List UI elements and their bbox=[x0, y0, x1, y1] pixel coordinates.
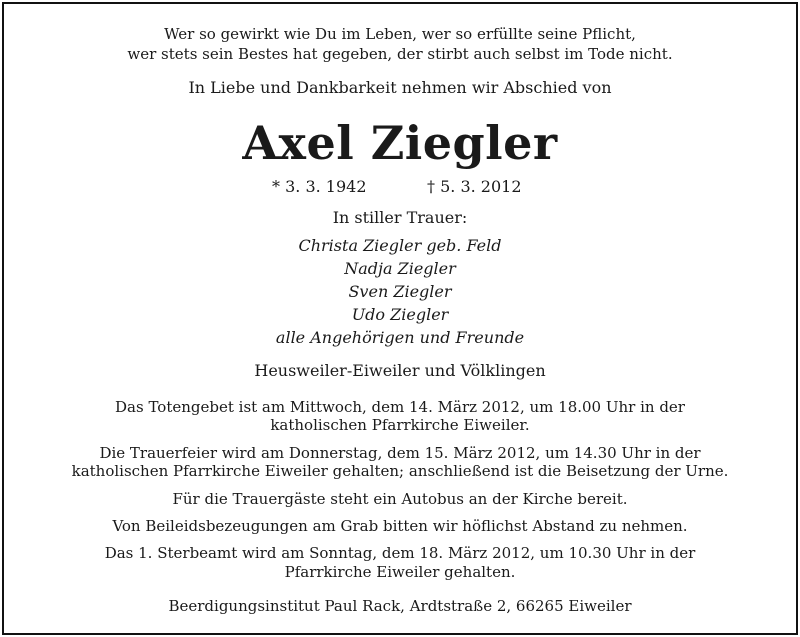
deceased-name: Axel Ziegler bbox=[242, 116, 558, 170]
death-date: † 5. 3. 2012 bbox=[427, 177, 522, 196]
bus-announcement: Für die Trauergäste steht ein Autobus an der Kirche bereit. bbox=[172, 490, 628, 508]
mourner-name: alle Angehörigen und Freunde bbox=[275, 328, 525, 347]
funeral-announcement-line-2: katholischen Pfarrkirche Eiweiler gehalten; anschließend ist die Beisetzung der Urne. bbox=[71, 462, 729, 480]
mass-announcement-line-1: Das 1. Sterbeamt wird am Sonntag, dem 18. März 2012, um 10.30 Uhr in der bbox=[104, 544, 696, 562]
birth-date: * 3. 3. 1942 bbox=[272, 177, 367, 196]
location-line: Heusweiler-Eiweiler und Völklingen bbox=[254, 361, 546, 380]
prayer-announcement-line-2: katholischen Pfarrkirche Eiweiler. bbox=[270, 416, 530, 434]
prayer-announcement-line-1: Das Totengebet ist am Mittwoch, dem 14. März 2012, um 18.00 Uhr in der bbox=[115, 398, 685, 416]
condolences-note: Von Beileidsbezeugungen am Grab bitten wir höflichst Abstand zu nehmen. bbox=[112, 517, 688, 535]
poem-line-1: Wer so gewirkt wie Du im Leben, wer so erfüllte seine Pflicht, bbox=[164, 25, 636, 43]
farewell-intro: In Liebe und Dankbarkeit nehmen wir Abschied von bbox=[188, 78, 612, 97]
mass-announcement-line-2: Pfarrkirche Eiweiler gehalten. bbox=[284, 563, 516, 581]
poem-line-2: wer stets sein Bestes hat gegeben, der stirbt auch selbst im Tode nicht. bbox=[127, 45, 673, 63]
undertaker-line: Beerdigungsinstitut Paul Rack, Ardtstraße 2, 66265 Eiweiler bbox=[168, 597, 632, 615]
mourner-name: Christa Ziegler geb. Feld bbox=[298, 236, 502, 255]
mourner-name: Udo Ziegler bbox=[351, 305, 449, 324]
funeral-announcement-line-1: Die Trauerfeier wird am Donnerstag, dem 15. März 2012, um 14.30 Uhr in der bbox=[99, 444, 701, 462]
mourner-name: Sven Ziegler bbox=[348, 282, 452, 301]
mourners-heading: In stiller Trauer: bbox=[332, 208, 468, 227]
mourner-name: Nadja Ziegler bbox=[344, 259, 456, 278]
